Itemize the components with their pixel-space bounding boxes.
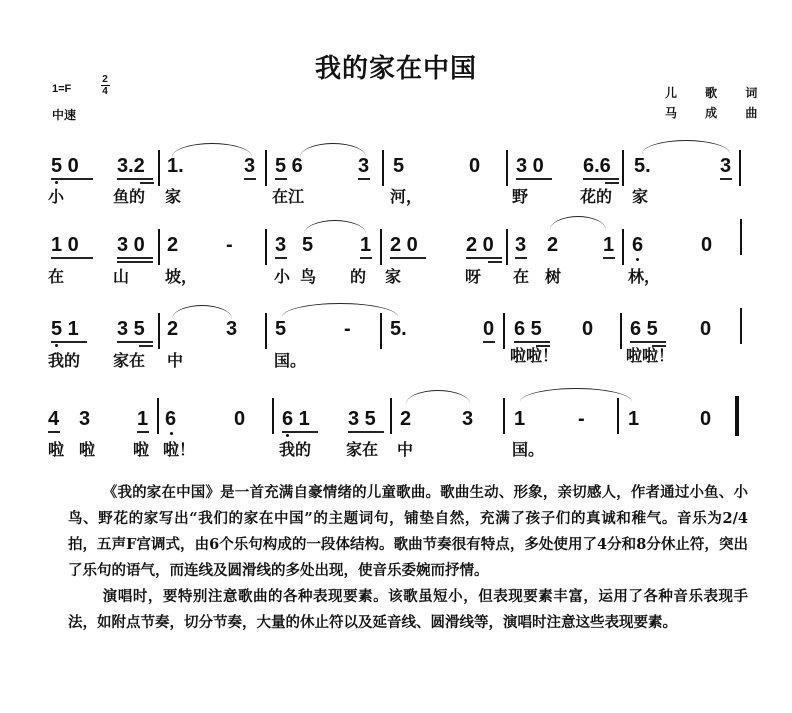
lyric: 野	[512, 187, 529, 206]
barline	[740, 308, 742, 344]
barline	[380, 313, 382, 349]
lyric: 啦！	[163, 440, 196, 459]
barline	[506, 229, 508, 265]
barline	[158, 229, 160, 265]
lyric: 家	[165, 187, 182, 206]
barline	[390, 398, 392, 434]
note: 0	[469, 155, 481, 177]
note: 3	[358, 155, 370, 177]
barline	[506, 150, 508, 186]
lyric: 林，	[628, 267, 661, 286]
note: -	[226, 234, 233, 256]
note: 5.	[634, 155, 651, 177]
note: 0	[483, 318, 495, 340]
lyric: 小	[48, 187, 65, 206]
note: 3	[226, 318, 238, 340]
lyric: 我的	[279, 440, 312, 459]
song-title: 我的家在中国	[314, 54, 477, 84]
lyric: 国。	[512, 440, 545, 459]
barline	[503, 313, 505, 349]
time-signature-top: 2	[102, 74, 108, 85]
note: 1	[360, 234, 372, 256]
tempo-marking: 中速	[52, 108, 77, 122]
note: 5.	[390, 318, 407, 340]
lyric: 中	[397, 440, 414, 459]
note: 3	[515, 234, 527, 256]
note: 6 1	[282, 408, 310, 430]
composer: 马 成 曲	[665, 106, 770, 120]
lyric: 小	[274, 267, 291, 286]
lyric: 啦啦！	[626, 346, 675, 365]
note: 2 0	[390, 234, 418, 256]
note: 4	[48, 408, 60, 430]
note: 3	[462, 408, 474, 430]
lyric: 啦	[79, 440, 96, 459]
note: 3 5	[348, 408, 376, 430]
paragraph: 演唱时，要特别注意歌曲的各种表现要素。该歌虽短小，但表现要素丰富，运用了各种音乐表现手法，如附点节奏，切分节奏，大量的休止符以及延音线、圆滑线等，演唱时注意这些表现要素。	[68, 588, 748, 631]
note: 5	[302, 234, 314, 256]
lyric: 在	[513, 267, 530, 286]
barline	[158, 313, 160, 349]
note: 6 5	[630, 318, 658, 340]
lyric: 啦啦！	[510, 346, 559, 365]
barline	[272, 398, 274, 434]
barline	[617, 398, 619, 434]
barline	[622, 229, 624, 265]
note: 3 0	[516, 155, 544, 177]
note: 3	[275, 234, 287, 256]
barline	[380, 229, 382, 265]
final-barline	[735, 396, 739, 436]
note: 3 5	[117, 318, 145, 340]
lyric: 呀	[465, 267, 482, 286]
lyric: 在江	[272, 187, 305, 206]
note: -	[578, 408, 585, 430]
note: 6 5	[514, 318, 542, 340]
note: 5	[275, 318, 287, 340]
barline	[265, 229, 267, 265]
time-signature	[100, 74, 110, 97]
lyricist: 儿 歌 词	[665, 86, 770, 100]
note: 5 0	[51, 155, 79, 177]
key-signature: 1=F	[52, 83, 72, 95]
barline	[157, 398, 159, 434]
lyric: 鸟	[300, 267, 317, 286]
lyric: 家在	[113, 351, 146, 370]
note: 6	[632, 234, 644, 256]
lyric: 的	[350, 267, 367, 286]
lyric: 鱼的	[113, 187, 146, 206]
lyric: 啦	[48, 440, 65, 459]
note: 2	[400, 408, 412, 430]
lyric: 家	[385, 267, 402, 286]
note: 6.6	[583, 155, 611, 177]
note: 5	[393, 155, 405, 177]
lyric: 国。	[274, 351, 307, 370]
note: 5 6	[275, 155, 303, 177]
barline	[265, 313, 267, 349]
note: 3	[720, 155, 732, 177]
note: 2	[167, 318, 179, 340]
note: 0	[701, 234, 713, 256]
note: 2	[167, 234, 179, 256]
credits	[665, 83, 769, 123]
lyric: 家	[632, 187, 649, 206]
note: 3.2	[117, 155, 145, 177]
lyric: 山	[113, 267, 130, 286]
barline	[620, 313, 622, 349]
note: 3	[244, 155, 256, 177]
page-cutoff	[0, 672, 792, 713]
barline	[382, 150, 384, 186]
barline	[739, 150, 741, 186]
note: 0	[582, 318, 594, 340]
barline	[158, 150, 160, 186]
lyric: 树	[545, 267, 562, 286]
note: 1	[137, 408, 149, 430]
note: 1	[514, 408, 526, 430]
note: 1.	[167, 155, 184, 177]
time-signature-bottom: 4	[102, 86, 108, 97]
lyric: 中	[167, 351, 184, 370]
description-text	[68, 480, 748, 636]
note: -	[344, 318, 351, 340]
lyric: 家在	[346, 440, 379, 459]
barline	[622, 150, 624, 186]
lyric: 花的	[580, 187, 613, 206]
barline	[265, 150, 267, 186]
note: 2	[547, 234, 559, 256]
note: 0	[700, 408, 712, 430]
note: 1	[628, 408, 640, 430]
lyric: 在	[48, 267, 65, 286]
note: 3	[79, 408, 91, 430]
lyric: 我的	[48, 351, 81, 370]
note: 2 0	[466, 234, 494, 256]
note: 3 0	[117, 234, 145, 256]
note: 6	[165, 408, 177, 430]
barline	[503, 398, 505, 434]
paragraph: 《我的家在中国》是一首充满自豪情绪的儿童歌曲。歌曲生动、形象，亲切感人，作者通过小鱼、小鸟、野花的家写出“我们的家在中国”的主题词句，铺垫自然，充满了孩子们的真诚和稚气。音乐为2/4拍，五声F宫调式，由6个乐句构成的一段体结构。歌曲节奏很有特点，多处使用了4分和8分休止符，突出了乐句的语气，而连线及圆滑线的多处出现，使音乐委婉而抒情。	[68, 484, 748, 579]
note: 0	[234, 408, 246, 430]
lyric: 河，	[390, 187, 423, 206]
note: 1	[603, 234, 615, 256]
lyric: 啦	[133, 440, 150, 459]
barline	[740, 219, 742, 255]
note: 5 1	[51, 318, 79, 340]
lyric: 坡，	[165, 267, 198, 286]
note: 1 0	[51, 234, 79, 256]
note: 0	[700, 318, 712, 340]
